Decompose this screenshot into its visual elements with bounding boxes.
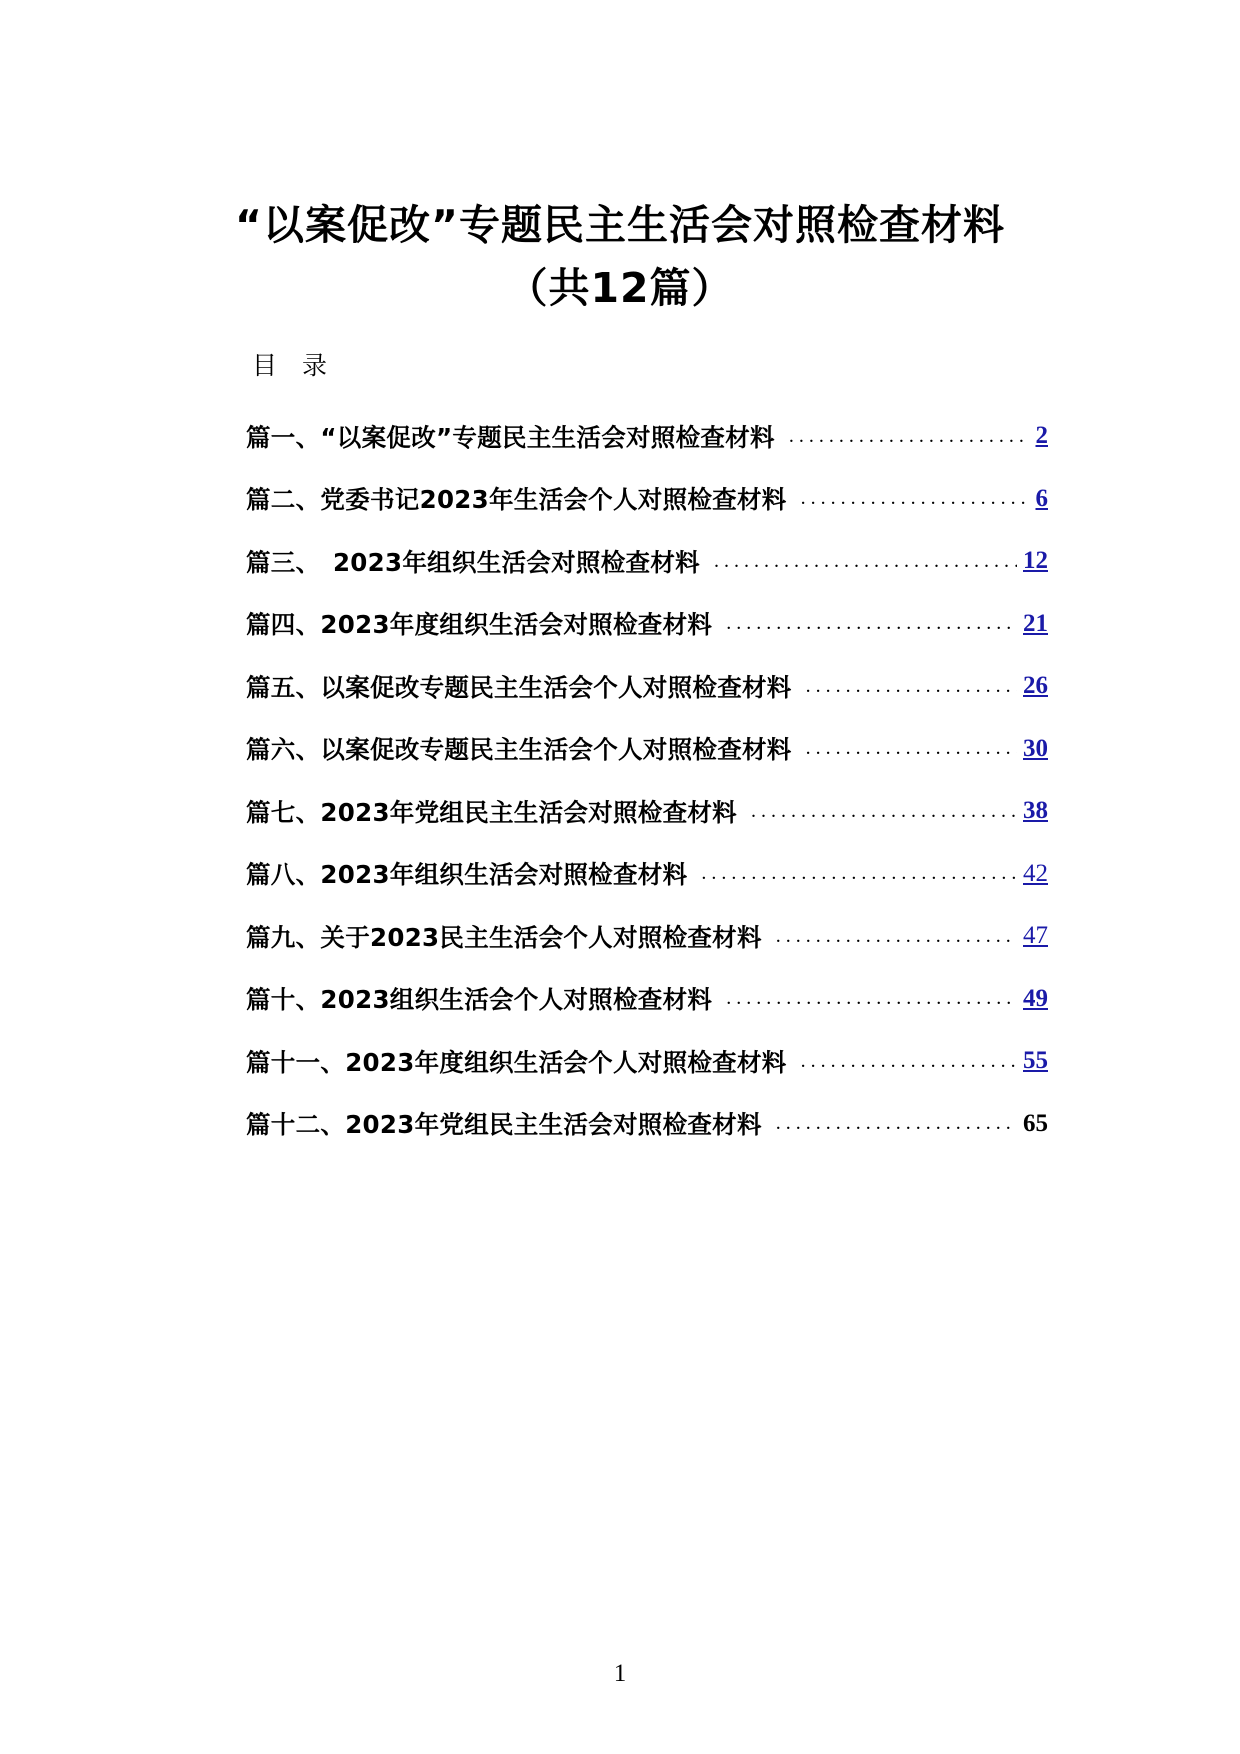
table-of-contents bbox=[246, 405, 1048, 1155]
toc-page-link[interactable]: 49 bbox=[1023, 984, 1048, 1012]
toc-leader-dots bbox=[801, 1050, 1017, 1073]
toc-item-label[interactable]: 篇十二、2023年党组民主生活会对照检查材料 bbox=[246, 1110, 762, 1140]
toc-leader-dots bbox=[726, 987, 1017, 1010]
toc-leader-dots bbox=[789, 425, 1030, 448]
toc-page-link[interactable]: 47 bbox=[1023, 922, 1048, 950]
toc-item-7[interactable] bbox=[246, 780, 1048, 843]
toc-leader-dots bbox=[801, 487, 1030, 510]
toc-item-11[interactable] bbox=[246, 1030, 1048, 1093]
toc-leader-dots bbox=[714, 550, 1017, 573]
toc-leader-dots bbox=[701, 862, 1017, 885]
toc-item-9[interactable] bbox=[246, 905, 1048, 968]
toc-page-link[interactable]: 42 bbox=[1023, 859, 1048, 887]
toc-item-label[interactable]: 篇九、关于2023民主生活会个人对照检查材料 bbox=[246, 922, 762, 952]
toc-item-label[interactable]: 篇六、以案促改专题民主生活会个人对照检查材料 bbox=[246, 735, 792, 765]
toc-page-link[interactable]: 21 bbox=[1023, 609, 1048, 637]
toc-item-5[interactable] bbox=[246, 655, 1048, 718]
toc-leader-dots bbox=[776, 1112, 1017, 1135]
toc-item-2[interactable] bbox=[246, 468, 1048, 531]
toc-item-label[interactable]: 篇三、 2023年组织生活会对照检查材料 bbox=[246, 547, 700, 577]
toc-item-label[interactable]: 篇十一、2023年度组织生活会个人对照检查材料 bbox=[246, 1047, 787, 1077]
toc-item-10[interactable] bbox=[246, 968, 1048, 1031]
toc-item-label[interactable]: 篇五、以案促改专题民主生活会个人对照检查材料 bbox=[246, 672, 792, 702]
document-title-line1: “以案促改”专题民主生活会对照检查材料 bbox=[235, 201, 1005, 249]
toc-page-link[interactable]: 55 bbox=[1023, 1047, 1048, 1075]
toc-page-link[interactable]: 2 bbox=[1035, 422, 1048, 450]
toc-leader-dots bbox=[776, 925, 1017, 948]
toc-page-link[interactable]: 30 bbox=[1023, 734, 1048, 762]
toc-item-label[interactable]: 篇八、2023年组织生活会对照检查材料 bbox=[246, 860, 688, 890]
toc-item-label[interactable]: 篇二、党委书记2023年生活会个人对照检查材料 bbox=[246, 485, 787, 515]
toc-leader-dots bbox=[806, 675, 1017, 698]
toc-heading: 目 录 bbox=[252, 351, 328, 380]
toc-leader-dots bbox=[726, 612, 1017, 635]
toc-item-6[interactable] bbox=[246, 718, 1048, 781]
toc-page-link[interactable]: 26 bbox=[1023, 672, 1048, 700]
toc-page-number: 65 bbox=[1023, 1109, 1048, 1137]
toc-item-label[interactable]: 篇一、“以案促改”专题民主生活会对照检查材料 bbox=[246, 422, 775, 452]
toc-item-label[interactable]: 篇四、2023年度组织生活会对照检查材料 bbox=[246, 610, 713, 640]
toc-item-8[interactable] bbox=[246, 843, 1048, 906]
toc-item-4[interactable] bbox=[246, 593, 1048, 656]
toc-page-link[interactable]: 12 bbox=[1023, 547, 1048, 575]
toc-page-link[interactable]: 38 bbox=[1023, 797, 1048, 825]
toc-item-3[interactable] bbox=[246, 530, 1048, 593]
toc-item-label[interactable]: 篇七、2023年党组民主生活会对照检查材料 bbox=[246, 797, 737, 827]
toc-item-1[interactable] bbox=[246, 405, 1048, 468]
toc-item-12[interactable] bbox=[246, 1093, 1048, 1156]
document-title-line2: （共12篇） bbox=[506, 264, 734, 312]
toc-page-link[interactable]: 6 bbox=[1035, 484, 1048, 512]
toc-item-label[interactable]: 篇十、2023组织生活会个人对照检查材料 bbox=[246, 985, 713, 1015]
toc-leader-dots bbox=[751, 800, 1017, 823]
toc-leader-dots bbox=[806, 737, 1017, 760]
page-number: 1 bbox=[613, 1660, 627, 1687]
